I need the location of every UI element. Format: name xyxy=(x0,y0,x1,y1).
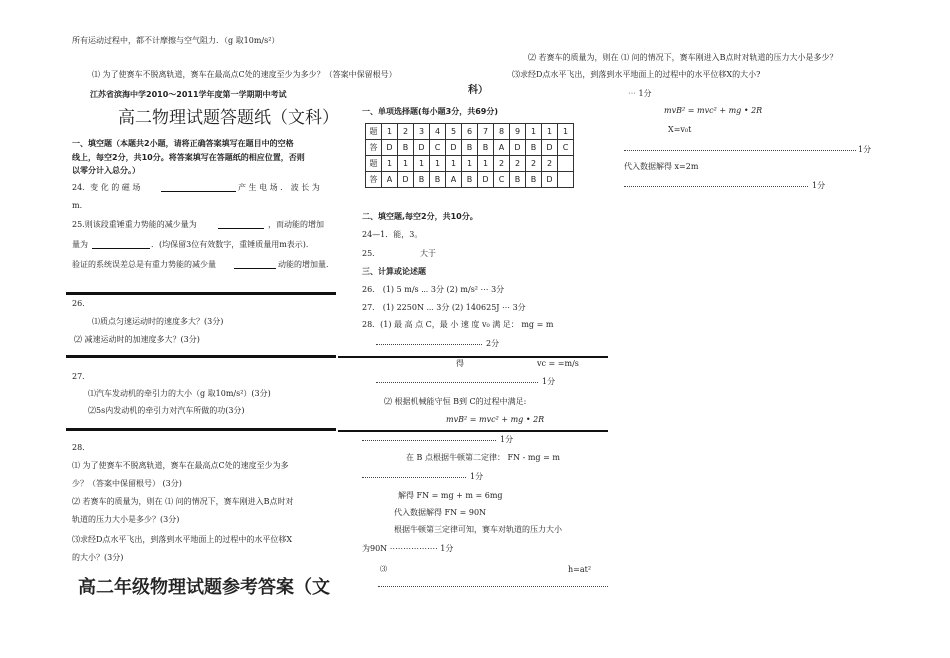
dotted-leader xyxy=(624,186,808,187)
grid-cell: 3 xyxy=(414,124,430,140)
answer-25: 25． xyxy=(362,249,381,258)
q28-number: 28． xyxy=(72,443,91,452)
q25-blank-1[interactable] xyxy=(218,228,264,229)
answer-grid xyxy=(365,123,574,188)
answer-28-substitute: 代入数据解得 FN = 90N xyxy=(394,508,487,517)
q25-text-e: 验证的系统误差总是有重力势能的减少量 xyxy=(72,260,216,269)
dotted-leader xyxy=(624,150,856,151)
dotted-leader xyxy=(378,586,608,587)
answer-25-value: 大于 xyxy=(420,249,436,258)
dotted-leader xyxy=(362,477,466,478)
right-score-2: 1分 xyxy=(812,181,826,190)
fill-header-line-2: 线上，每空2分，共10分。将答案填写在答题纸的相应位置，否则 xyxy=(72,153,305,162)
right-substitute: 代入数据解得 x=2m xyxy=(624,162,699,171)
grid-cell: B xyxy=(398,140,414,156)
q28-part-2a: ⑵ 若赛车的质量为，则在 ⑴ 问的情况下，赛车刚进入B点时对 xyxy=(72,497,294,506)
q24-text: 24．变 化 的 磁 场 xyxy=(72,183,141,192)
answer-28-third-law-cont: 为90N ⋯⋯⋯⋯⋯⋯ 1分 xyxy=(362,544,454,553)
title-tail: 科） xyxy=(468,85,488,96)
grid-row xyxy=(366,124,574,140)
grid-cell: 7 xyxy=(478,124,494,140)
intro-question-1: ⑴ 为了使赛车不脱离轨道，赛车在最高点C处的速度至少为多少？（答案中保留根号） xyxy=(92,70,397,79)
intro-line: 所有运动过程中，都不计摩擦与空气阻力．（g 取10m/s²） xyxy=(72,36,280,45)
grid-cell: 1 xyxy=(462,156,478,172)
answer-28-part-2: ⑵ 根据机械能守恒 B到 C的过程中满足: xyxy=(384,397,527,406)
grid-row xyxy=(366,140,574,156)
grid-row xyxy=(366,156,574,172)
grid-cell: B xyxy=(526,140,542,156)
grid-cell: B xyxy=(526,172,542,188)
grid-cell: D xyxy=(510,140,526,156)
grid-cell: 2 xyxy=(494,156,510,172)
grid-cell: 8 xyxy=(494,124,510,140)
grid-cell: D xyxy=(542,140,558,156)
grid-cell: 1 xyxy=(542,124,558,140)
right-question-2: ⑵ 若赛车的质量为，则在 ⑴ 问的情况下，赛车刚进入B点时对轨道的压力大小是多少？ xyxy=(528,53,838,62)
grid-cell: D xyxy=(478,172,494,188)
grid-cell: C xyxy=(430,140,446,156)
grid-cell: C xyxy=(494,172,510,188)
grid-cell xyxy=(558,172,574,188)
grid-cell: 1 xyxy=(526,124,542,140)
calc-header: 三、计算或论述题 xyxy=(362,267,426,276)
q27-part-1: ⑴汽车发动机的牵引力的大小（g 取10m/s²）(3分) xyxy=(88,389,271,398)
answer-24: 24—1．能，3。 xyxy=(362,230,423,239)
grid-cell: D xyxy=(446,140,462,156)
grid-cell: D xyxy=(382,140,398,156)
grid-row-label: 题 xyxy=(366,124,382,140)
q26-part-2: ⑵ 减速运动时的加速度多大？(3分) xyxy=(74,335,200,344)
right-energy-eq: mvB² = mvc² + mg • 2R xyxy=(664,106,763,115)
q24-text-b: 产 生 电 场 ． 波 长 为 xyxy=(238,183,320,192)
answer-28-energy-eq: mvB² = mvc² + mg • 2R xyxy=(446,415,545,424)
q25-text-b: ，而动能的增加 xyxy=(268,220,324,229)
school-line: 江苏省滨海中学2010～2011学年度第一学期期中考试 xyxy=(90,90,287,99)
q25-blank-2[interactable] xyxy=(92,248,150,249)
answer-28-score-1: 2分 xyxy=(486,339,500,348)
answer-28-result-label: 得 xyxy=(456,359,464,368)
grid-row-label: 题 xyxy=(366,156,382,172)
dotted-leader xyxy=(376,382,538,383)
grid-cell: 1 xyxy=(382,156,398,172)
q28-part-2b: 轨道的压力大小是多少？(3分) xyxy=(72,515,180,524)
dotted-leader xyxy=(376,344,482,345)
q25-text-d: ．(均保留3位有效数字，重锤质量用m表示)． xyxy=(151,240,314,249)
q28-part-1b: 少？（答案中保留根号） (3分) xyxy=(72,479,182,488)
grid-cell: 9 xyxy=(510,124,526,140)
grid-cell: A xyxy=(446,172,462,188)
section-divider xyxy=(66,428,336,431)
answer-28-vc: vc = =m/s xyxy=(537,359,579,368)
grid-row-label: 答 xyxy=(366,140,382,156)
grid-cell: 2 xyxy=(510,156,526,172)
q25-text-f: 动能的增加量． xyxy=(278,260,334,269)
answer-28-score-a: 1分 xyxy=(542,377,556,386)
right-score-1: 1分 xyxy=(858,145,872,154)
section-divider xyxy=(338,430,608,432)
grid-cell: 1 xyxy=(414,156,430,172)
grid-cell: 1 xyxy=(558,124,574,140)
q25-text: 25.则该段重锤重力势能的减少量为 xyxy=(72,220,197,229)
grid-row-label: 答 xyxy=(366,172,382,188)
grid-cell: B xyxy=(430,172,446,188)
grid-cell: D xyxy=(414,140,430,156)
grid-cell: A xyxy=(494,140,510,156)
grid-cell: 4 xyxy=(430,124,446,140)
grid-cell: 2 xyxy=(398,124,414,140)
q24-unit: m． xyxy=(72,201,88,210)
q25-blank-3[interactable] xyxy=(234,268,276,269)
answer-28-score-b: 1分 xyxy=(500,435,514,444)
answer-28-part-1: 28．(1) 最 高 点 C，最 小 速 度 v₀ 满 足： mg = m xyxy=(362,320,554,329)
grid-cell: D xyxy=(542,172,558,188)
grid-cell: 2 xyxy=(542,156,558,172)
reference-answer-title: 高二年级物理试题参考答案（文 xyxy=(78,577,330,598)
q24-blank-1[interactable] xyxy=(161,191,236,192)
q27-number: 27． xyxy=(72,372,91,381)
grid-cell: 1 xyxy=(430,156,446,172)
grid-cell: B xyxy=(462,172,478,188)
grid-cell: 6 xyxy=(462,124,478,140)
dotted-leader xyxy=(362,440,496,441)
fill-header-line-3: 以零分计入总分。） xyxy=(72,166,140,175)
right-question-3: ⑶求经D点水平飞出，到落到水平地面上的过程中的水平位移X的大小? xyxy=(512,70,761,79)
q25-text-c: 量为 xyxy=(72,240,88,249)
q28-part-1a: ⑴ 为了使赛车不脱离轨道，赛车在最高点C处的速度至少为多 xyxy=(72,461,289,470)
section-divider xyxy=(66,355,336,358)
right-x-formula: X=v₀t xyxy=(668,125,692,134)
answer-28-solve: 解得 FN = mg + m = 6mg xyxy=(398,491,503,500)
answer-28-h-formula: h=at² xyxy=(568,565,592,574)
right-score-top: ⋯ 1分 xyxy=(628,89,652,98)
grid-cell: B xyxy=(478,140,494,156)
q28-part-3a: ⑶求经D点水平飞出，到落到水平地面上的过程中的水平位移X xyxy=(72,535,293,544)
fill-answer-header: 二、填空题,每空2分，共10分。 xyxy=(362,212,478,221)
grid-cell xyxy=(558,156,574,172)
grid-cell: C xyxy=(558,140,574,156)
grid-cell: B xyxy=(510,172,526,188)
grid-cell: 2 xyxy=(526,156,542,172)
grid-cell: 1 xyxy=(478,156,494,172)
mc-header: 一、单项选择题(每小题3分，共69分) xyxy=(362,107,499,116)
grid-cell: D xyxy=(398,172,414,188)
grid-cell: B xyxy=(462,140,478,156)
grid-cell: 1 xyxy=(398,156,414,172)
section-divider xyxy=(66,292,336,295)
answer-27: 27． (1) 2250N ⋯ 3分 (2) 140625J ⋯ 3分 xyxy=(362,303,526,312)
answer-26: 26． (1) 5 m/s ⋯ 3分 (2) m/s² ⋯ 3分 xyxy=(362,285,505,294)
fill-header-line-1: 一、填空题（本题共2小题，请将正确答案填写在题目中的空格 xyxy=(72,139,294,148)
grid-cell: 1 xyxy=(446,156,462,172)
answer-28-score-c: 1分 xyxy=(470,472,484,481)
grid-cell: 5 xyxy=(446,124,462,140)
q27-part-2: ⑵5s内发动机的牵引力对汽车所做的功(3分) xyxy=(88,406,245,415)
answer-28-third-law: 根据牛顿第三定律可知，赛车对轨道的压力大小 xyxy=(394,525,562,534)
q26-part-1: ⑴质点匀速运动时的速度多大？(3分) xyxy=(92,317,224,326)
grid-row xyxy=(366,172,574,188)
grid-cell: B xyxy=(414,172,430,188)
grid-cell: 1 xyxy=(382,124,398,140)
answer-sheet-title: 高二物理试题答题纸（文科） xyxy=(118,108,339,128)
answer-28-part-3: ⑶ xyxy=(380,565,387,573)
answer-28-newton: 在 B 点根据牛顿第二定律： FN - mg = m xyxy=(406,453,560,462)
grid-cell: A xyxy=(382,172,398,188)
q28-part-3b: 的大小？(3分) xyxy=(72,553,124,562)
q26-number: 26． xyxy=(72,299,91,308)
